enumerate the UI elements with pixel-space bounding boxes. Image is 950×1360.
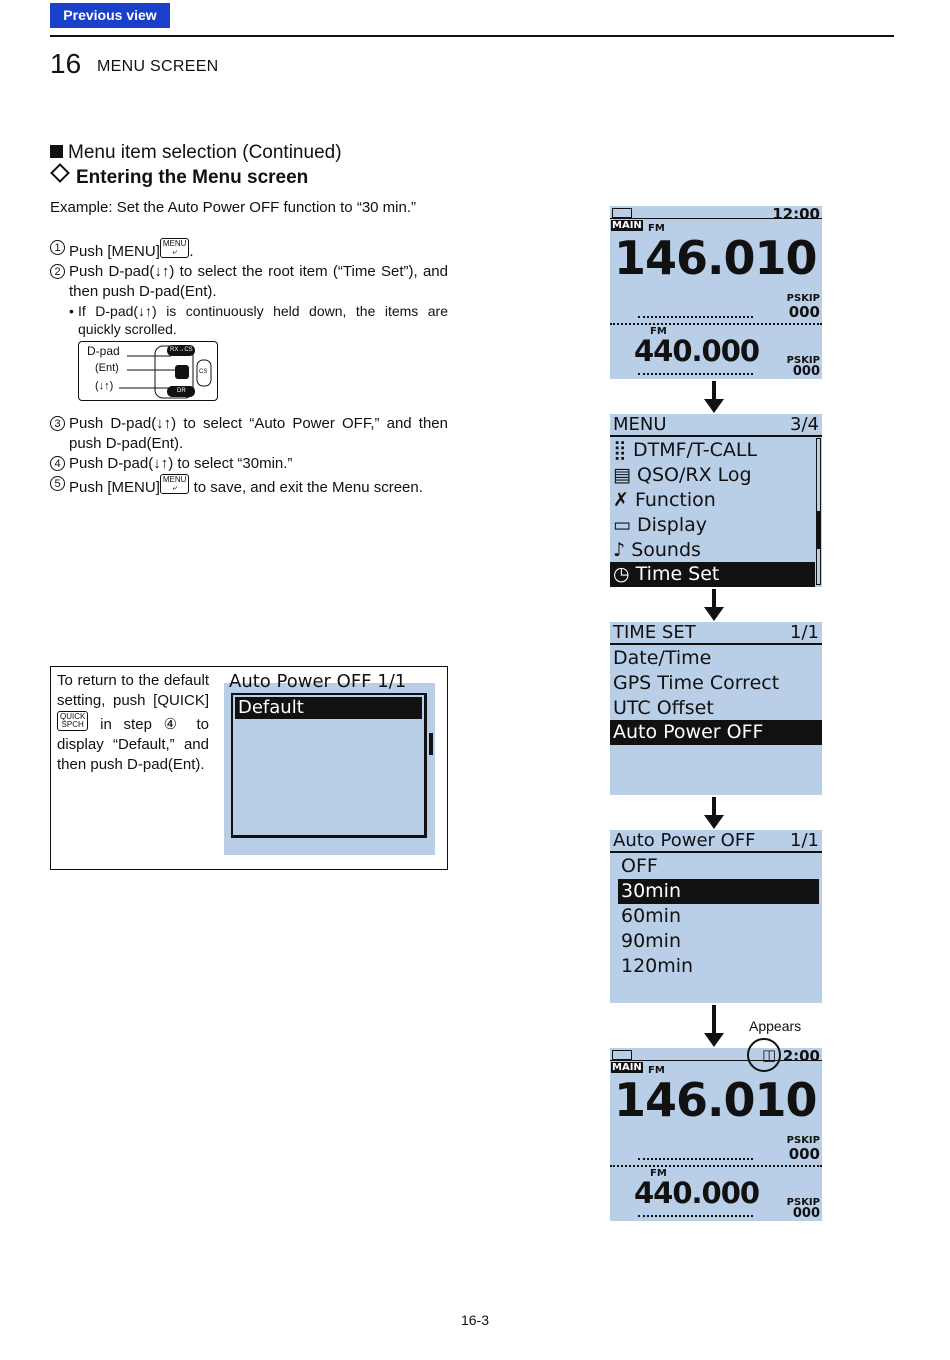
steps-block-1: [50, 238, 448, 338]
step-3: [50, 414, 448, 454]
menu-header: [610, 414, 822, 437]
lcd-screen-frequency: [610, 206, 822, 379]
channel-b: 000: [792, 1206, 820, 1221]
battery-icon: [612, 208, 632, 218]
time-set-item-auto-power-off[interactable]: Auto Power OFF: [610, 720, 822, 745]
dpad-label: D-pad: [87, 344, 120, 358]
step-text-end: to save, and exit the Menu screen.: [189, 479, 423, 496]
time-set-page: 1/1: [790, 622, 819, 643]
apo-title: Auto Power OFF: [613, 830, 756, 851]
step-text: Push D-pad(↓↑) to select “30min.”: [69, 455, 293, 472]
step-number: 2: [50, 264, 65, 279]
tools-icon: ✗: [613, 489, 629, 511]
frequency-a: 146.010: [614, 1073, 817, 1127]
apo-option-60min[interactable]: 60min: [621, 905, 682, 927]
time-set-item-date-time[interactable]: Date/Time: [613, 647, 712, 669]
note-screen-header: Auto Power OFF 1/1: [229, 671, 407, 692]
battery-icon: [612, 1050, 632, 1060]
step-1: [50, 238, 448, 262]
section-title: [50, 142, 342, 164]
step-text: Push [MENU]: [69, 243, 160, 260]
menu-key-icon: MENU ⤶: [160, 474, 190, 494]
bullet-note: • If D-pad(↓↑) is continuously held down, the items are quickly scrolled.: [50, 302, 448, 338]
step-2: [50, 262, 448, 302]
note-popup: [231, 693, 427, 838]
apo-option-90min[interactable]: 90min: [621, 930, 682, 952]
down-arrow-3: [712, 797, 716, 817]
apo-option-30min[interactable]: 30min: [618, 879, 819, 904]
dpad-drawing: [79, 342, 219, 402]
quick-key-icon: QUICK SPCH: [57, 711, 88, 731]
time-set-item-utc[interactable]: UTC Offset: [613, 697, 714, 719]
band-divider: [610, 1165, 822, 1167]
menu-page: 3/4: [790, 414, 819, 435]
dpad-diagram: [78, 341, 218, 401]
header-rule: [50, 35, 894, 37]
note-text: To return to the default setting, push [QUICK]QUICK SPCH in step ④ to display “Default,” and then push D-pad(Ent).: [57, 672, 209, 773]
s-meter-b: [638, 373, 753, 375]
example-text: Example: Set the Auto Power OFF function to “30 min.”: [50, 199, 416, 216]
menu-item-function[interactable]: ✗ Function: [613, 489, 716, 511]
music-note-icon: ♪: [613, 539, 626, 561]
lcd-screen-time-set: [610, 622, 822, 795]
step-text: Push D-pad(↓↑) to select “Auto Power OFF,” and then push D-pad(Ent).: [69, 415, 448, 452]
s-meter-a: [638, 316, 753, 318]
section-title-text: Menu item selection (Continued): [68, 142, 342, 163]
menu-item-sounds[interactable]: ♪ Sounds: [613, 539, 701, 561]
mode-b: FM: [650, 326, 667, 337]
step-number: 1: [50, 240, 65, 255]
time-set-item-gps[interactable]: GPS Time Correct: [613, 672, 780, 694]
step-text: Push [MENU]: [69, 479, 160, 496]
frequency-a: 146.010: [614, 231, 817, 285]
status-divider: [610, 218, 822, 219]
channel-a: 000: [788, 303, 820, 321]
step-text-end: .: [189, 243, 194, 260]
s-meter-b: [638, 1215, 753, 1217]
steps-block-2: [50, 414, 448, 498]
pskip-a: PSKIP: [786, 1135, 820, 1146]
menu-title: MENU: [613, 414, 667, 435]
pskip-b: PSKIP: [786, 1197, 820, 1208]
lcd-screen-menu: [610, 414, 822, 587]
menu-item-qso-log[interactable]: ▤ QSO/RX Log: [613, 464, 752, 486]
mode-a: FM: [648, 1065, 665, 1076]
lcd-screen-frequency-result: [610, 1048, 822, 1221]
band-divider: [610, 323, 822, 325]
step-text: Push D-pad(↓↑) to select the root item (“Time Set”), and then push D-pad(Ent).: [69, 263, 448, 300]
note-lcd-screen: [224, 671, 435, 855]
dpad-updown-label: (↓↑): [95, 380, 114, 392]
rx-cs-key-label: RX→CS: [170, 347, 193, 353]
chapter-title: MENU SCREEN: [97, 58, 219, 75]
menu-key-icon: MENU ⤶: [160, 238, 190, 258]
auto-power-off-timer-icon: ◫: [762, 1046, 777, 1064]
note-default-item: Default: [235, 697, 422, 719]
highlight-circle: [747, 1038, 781, 1072]
keypad-icon: ⣿: [613, 439, 627, 461]
clock-icon: ◷: [613, 563, 630, 585]
main-badge: MAIN: [612, 220, 642, 231]
pskip-b: PSKIP: [786, 355, 820, 366]
frequency-b: 440.000: [634, 334, 760, 368]
log-icon: ▤: [613, 464, 631, 486]
chapter-number: 16: [50, 48, 82, 79]
channel-a: 000: [788, 1145, 820, 1163]
time-set-header: [610, 622, 822, 645]
down-arrow-1: [712, 381, 716, 401]
apo-header: [610, 830, 822, 853]
mode-a: FM: [648, 223, 665, 234]
dpad-ent-label: (Ent): [95, 362, 119, 374]
step-5: [50, 474, 448, 498]
page-number: 16-3: [460, 1312, 490, 1328]
menu-item-display[interactable]: ▭ Display: [613, 514, 708, 536]
cs-key-label: CS: [199, 369, 208, 375]
frequency-b: 440.000: [634, 1176, 760, 1210]
apo-page: 1/1: [790, 830, 819, 851]
step-4: [50, 454, 448, 474]
down-arrow-2: [712, 589, 716, 609]
appears-label: Appears: [749, 1018, 802, 1034]
dr-key-label: DR: [177, 388, 186, 394]
section-subtitle-text: Entering the Menu screen: [76, 167, 309, 188]
note-scrollbar: [429, 733, 433, 755]
pskip-a: PSKIP: [786, 293, 820, 304]
time-set-title: TIME SET: [613, 622, 696, 643]
lcd-screen-auto-power-off: [610, 830, 822, 1003]
step-number: 5: [50, 476, 65, 491]
previous-view-button[interactable]: Previous view: [50, 3, 170, 28]
apo-option-120min[interactable]: 120min: [621, 955, 694, 977]
step-number: 3: [50, 416, 65, 431]
channel-b: 000: [792, 364, 820, 379]
step-number: 4: [50, 456, 65, 471]
menu-item-time-set[interactable]: ◷ Time Set: [610, 562, 815, 587]
section-subtitle: [50, 166, 308, 189]
apo-option-off[interactable]: OFF: [621, 855, 658, 877]
square-bullet-icon: [50, 145, 63, 158]
mode-b: FM: [650, 1168, 667, 1179]
main-badge: MAIN: [612, 1062, 642, 1073]
menu-item-dtmf[interactable]: ⣿ DTMF/T-CALL: [613, 439, 758, 461]
note-box: [50, 666, 448, 870]
s-meter-a: [638, 1158, 753, 1160]
down-arrow-4: [712, 1005, 716, 1035]
menu-scrollbar-thumb[interactable]: [816, 511, 821, 549]
diamond-icon: [50, 163, 70, 183]
clock: 2:00: [782, 1047, 820, 1065]
status-divider: [610, 1060, 822, 1061]
clock: 12:00: [772, 205, 820, 223]
display-icon: ▭: [613, 514, 631, 536]
